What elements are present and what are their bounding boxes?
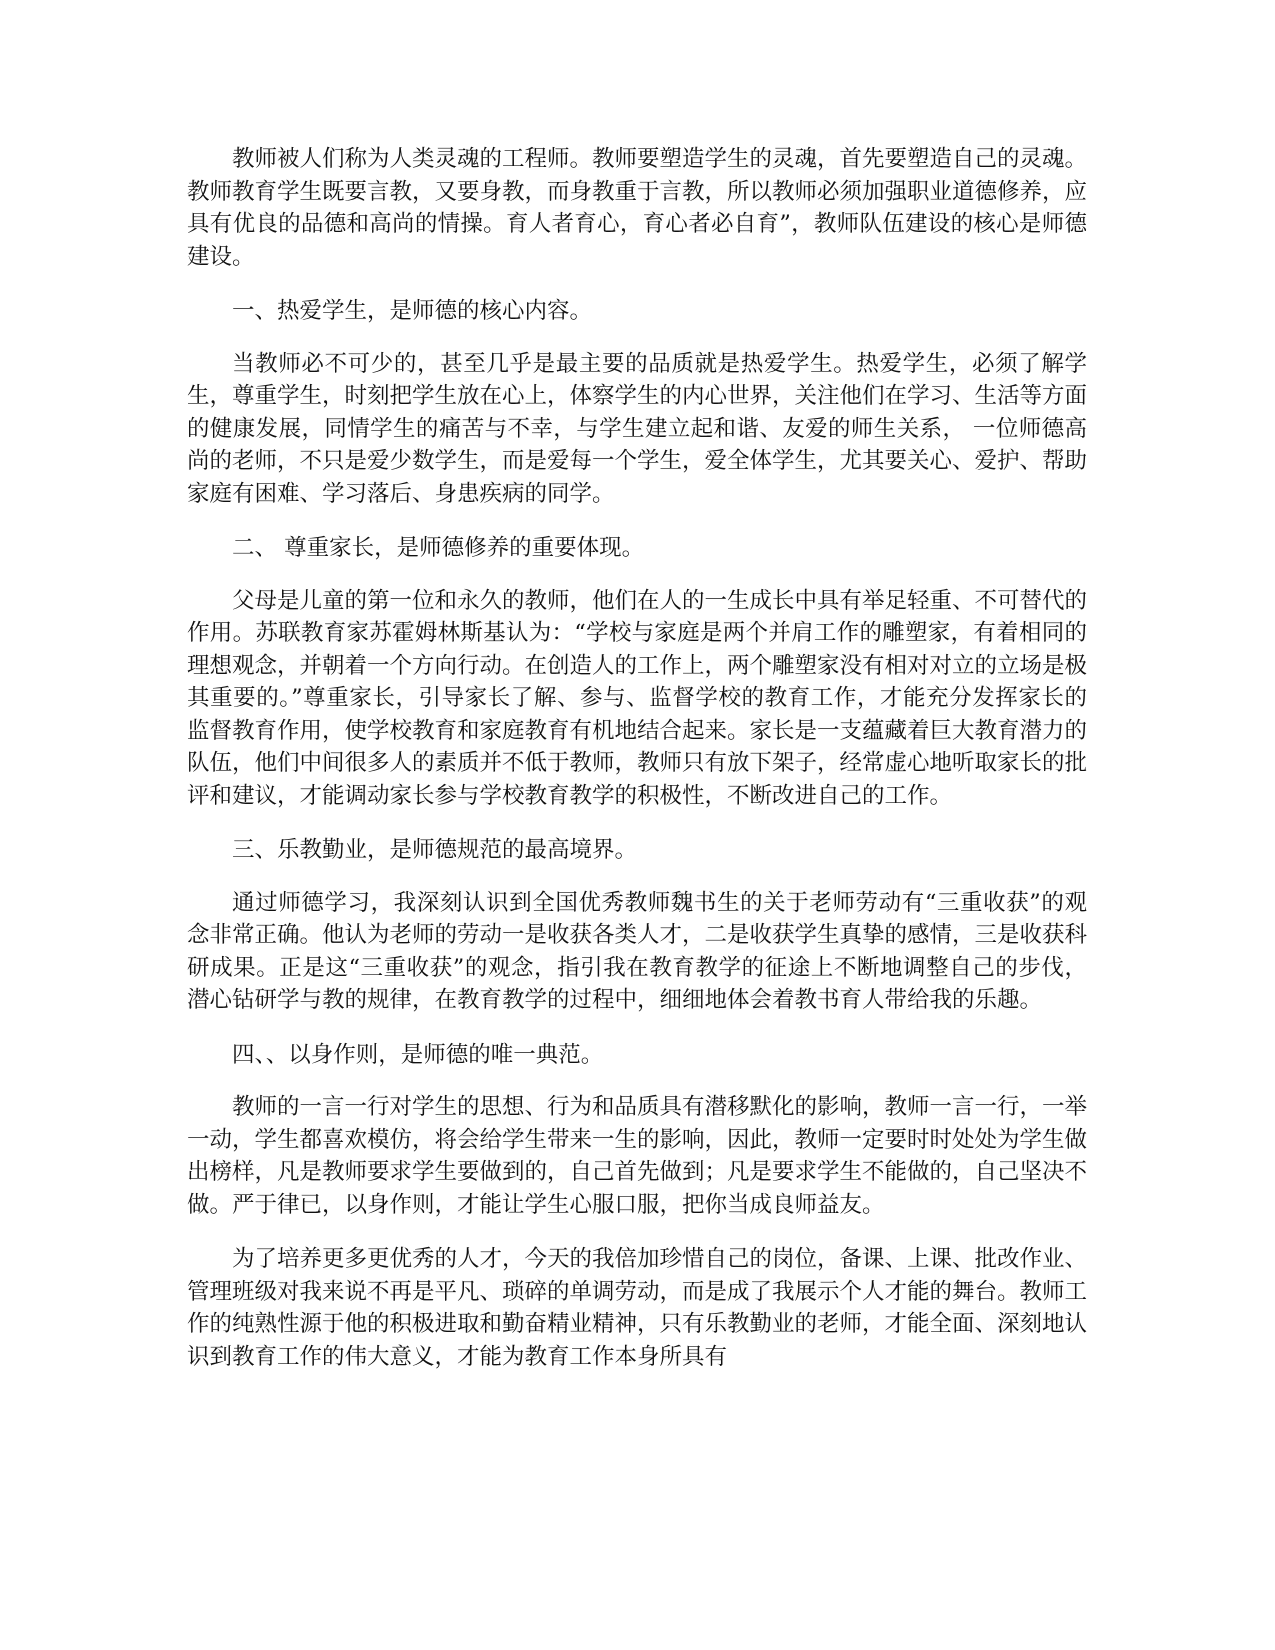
section-heading-1: 一、热爱学生，是师德的核心内容。: [232, 298, 593, 324]
section-2-paragraph: 父母是儿童的第一位和永久的教师，他们在人的一生成长中具有举足轻重、不可替代的作用。苏联教育家苏霍姆林斯基认为：“学校与家庭是两个并肩工作的雕塑家，有着相同的理想观念，并朝着一个方向行动。在创造人的工作上，两个雕塑家没有相对对立的立场是极其重要的。”尊重家长，引导家长了解、参与、监督学校的教育工作，才能充分发挥家长的监督教育作用，使学校教育和家庭教育有机地结合起来。家长是一支蕴藏着巨大教育潜力的队伍，他们中间很多人的素质并不低于教师，教师只有放下架子，经常虚心地听取家长的批评和建议，才能调动家长参与学校教育教学的积极性，不断改进自己的工作。: [187, 587, 1088, 809]
section-heading-3: 三、乐教勤业，是师德规范的最高境界。: [232, 837, 638, 863]
section-heading-2: 二、 尊重家长，是师德修养的重要体现。: [232, 535, 645, 561]
section-4-paragraph: 教师的一言一行对学生的思想、行为和品质具有潜移默化的影响，教师一言一行，一举一动，学生都喜欢模仿，将会给学生带来一生的影响，因此，教师一定要时时处处为学生做出榜样，凡是教师要求学生要做到的，自己首先做到；凡是要求学生不能做的，自己坚决不做。严于律已，以身作则，才能让学生心服口服，把你当成良师益友。: [187, 1094, 1088, 1218]
intro-paragraph: 教师被人们称为人类灵魂的工程师。教师要塑造学生的灵魂，首先要塑造自己的灵魂。教师教育学生既要言教，又要身教，而身教重于言教，所以教师必须加强职业道德修养，应具有优良的品德和高尚的情操。育人者育心，育心者必自育”，教师队伍建设的核心是师德建设。: [187, 146, 1088, 270]
document-body: [187, 143, 1087, 1395]
section-heading-4: 四、、以身作则，是师德的唯一典范。: [232, 1041, 604, 1068]
closing-paragraph: 为了培养更多更优秀的人才，今天的我倍加珍惜自己的岗位，备课、上课、批改作业、管理班级对我来说不再是平凡、琐碎的单调劳动，而是成了我展示个人才能的舞台。教师工作的纯熟性源于他的积极进取和勤奋精业精神，只有乐教勤业的老师，才能全面、深刻地认识到教育工作的伟大意义，才能为教育工作本身所具有: [187, 1246, 1088, 1370]
section-3-paragraph: 通过师德学习，我深刻认识到全国优秀教师魏书生的关于老师劳动有“三重收获”的观念非常正确。他认为老师的劳动一是收获各类人才，二是收获学生真挚的感情，三是收获科研成果。正是这“三重收获”的观念，指引我在教育教学的征途上不断地调整自己的步伐，潜心钻研学与教的规律，在教育教学的过程中，细细地体会着教书育人带给我的乐趣。: [187, 889, 1088, 1013]
section-1-paragraph: 当教师必不可少的，甚至几乎是最主要的品质就是热爱学生。热爱学生，必须了解学生，尊重学生，时刻把学生放在心上，体察学生的内心世界，关注他们在学习、生活等方面的健康发展，同情学生的痛苦与不幸，与学生建立起和谐、友爱的师生关系， 一位师德高尚的老师，不只是爱少数学生，而是爱每一个学生，爱全体学生，尤其要关心、爱护、帮助家庭有困难、学习落后、身患疾病的同学。: [187, 350, 1088, 507]
